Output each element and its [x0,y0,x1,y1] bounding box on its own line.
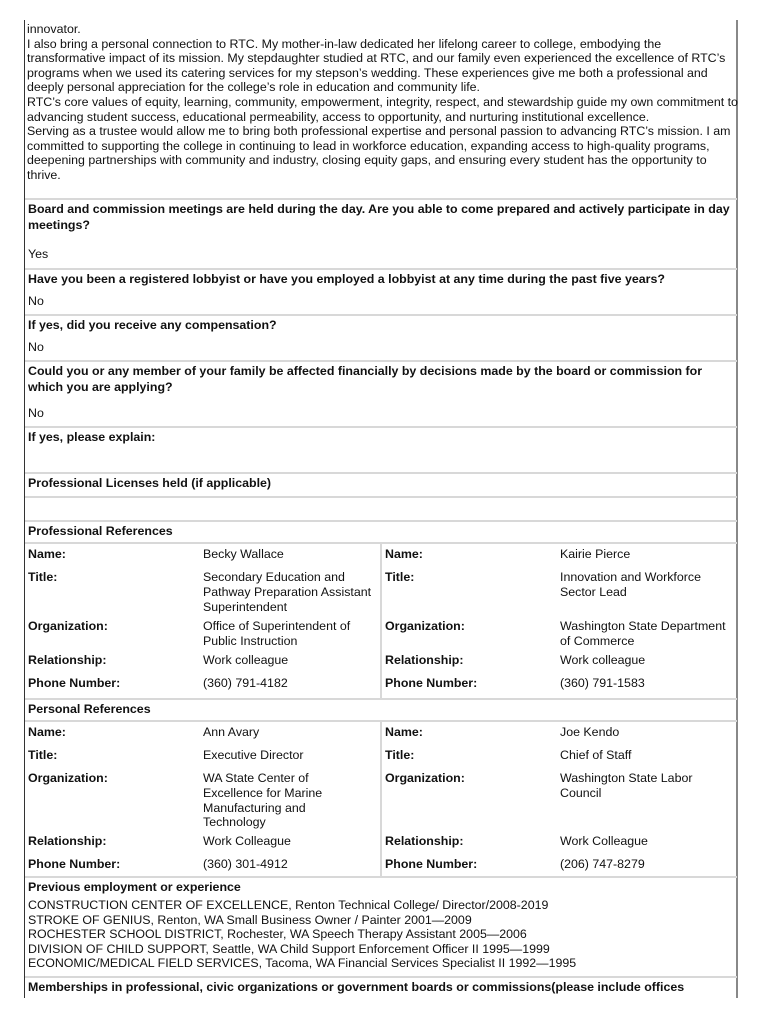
question-text: Professional Licenses held (if applicable) [28,476,272,490]
personal-references-table [25,720,737,878]
question-explain [25,426,737,472]
reference-title: Chief of Staff [560,748,632,762]
question-text: Board and commission meetings are held during the day. Are you able to come prepared and actively participate in day meetings? [28,202,730,232]
reference-relationship: Work Colleague [560,834,648,848]
reference-card [25,544,381,698]
organization-label: Organization: [28,619,108,633]
title-label: Title: [28,748,58,762]
reference-relationship: Work colleague [560,653,646,667]
phone-label: Phone Number: [28,676,121,690]
question-financial-interest [25,360,737,426]
reference-name: Joe Kendo [560,725,620,739]
employment-item: CONSTRUCTION CENTER OF EXCELLENCE, Renton Technical College/ Director/2008-2019 [28,898,549,912]
question-compensation [25,314,737,360]
question-text: If yes, please explain: [28,430,156,444]
organization-label: Organization: [385,619,465,633]
reference-phone: (360) 791-4182 [203,676,288,690]
name-label: Name: [385,725,423,739]
personal-references-header [25,698,737,720]
professional-references-header [25,520,737,544]
name-label: Name: [28,547,66,561]
reference-phone: (360) 791-1583 [560,676,645,690]
title-label: Title: [28,570,58,584]
reference-card [380,722,738,878]
reference-name: Becky Wallace [203,547,284,561]
employment-item: ECONOMIC/MEDICAL FIELD SERVICES, Tacoma, WA Financial Services Specialist II 1992—1995 [28,956,577,971]
reference-phone: (206) 747-8279 [560,857,645,871]
relationship-label: Relationship: [385,834,464,848]
relationship-label: Relationship: [28,653,107,667]
employment-section [25,876,737,976]
essay-answer [27,22,739,183]
reference-title: Executive Director [203,748,304,762]
section-heading: Professional References [28,524,173,538]
answer-text: Yes [28,247,49,261]
answer-text: No [28,294,44,308]
reference-relationship: Work Colleague [203,834,291,848]
answer-text: No [28,340,44,354]
title-label: Title: [385,570,415,584]
section-heading: Previous employment or experience [28,880,241,894]
title-label: Title: [385,748,415,762]
employment-item: DIVISION OF CHILD SUPPORT, Seattle, WA Child Support Enforcement Officer II 1995—1999 [28,941,550,956]
employment-list [25,898,737,971]
question-day-meetings [25,198,737,268]
answer-text: No [28,406,44,420]
employment-item: ROCHESTER SCHOOL DISTRICT, Rochester, WA Speech Therapy Assistant 2005—2006 [28,927,527,942]
question-lobbyist [25,268,737,314]
relationship-label: Relationship: [385,653,464,667]
relationship-label: Relationship: [28,834,107,848]
section-heading: Memberships in professional, civic organizations or government boards or commissions(please include offices [28,980,685,994]
essay-paragraph: I also bring a personal connection to RTC. My mother-in-law dedicated her lifelong career to college, embodying the transformative impact of its mission. My stepdaughter studied at RTC, and our family even experienced the excellence of RTC’s programs when we used its catering services for my stepson’s wedding. These experiences give me both a professional and deeply personal appreciation for the college’s role in education and community life. [27,36,726,95]
reference-organization: Washington State Department of Commerce [560,619,726,648]
licenses-answer [25,496,737,520]
reference-card [25,722,381,878]
reference-name: Ann Avary [203,725,260,739]
essay-paragraph: Serving as a trustee would allow me to bring both professional expertise and personal passion to advancing RTC’s mission. I am committed to supporting the college in continuing to lead in workforce education, expanding access to high-quality programs, deepening partnerships with community and industry, closing equity gaps, and ensuring every student has the opportunity to thrive. [27,124,731,182]
reference-card [380,544,738,698]
question-text: If yes, did you receive any compensation? [28,318,277,332]
reference-organization: WA State Center of Excellence for Marine Manufacturing and Technology [203,771,323,830]
question-text: Could you or any member of your family be affected financially by decisions made by the board or commission for which you are applying? [28,364,703,394]
essay-paragraph: innovator. [27,22,81,36]
phone-label: Phone Number: [385,857,478,871]
section-heading: Personal References [28,702,151,716]
reference-organization: Washington State Labor Council [560,771,693,800]
question-text: Have you been a registered lobbyist or have you employed a lobbyist at any time during the past five years? [28,272,665,286]
reference-title: Secondary Education and Pathway Preparation Assistant Superintendent [203,570,372,614]
organization-label: Organization: [28,771,108,785]
organization-label: Organization: [385,771,465,785]
essay-paragraph: RTC’s core values of equity, learning, community, empowerment, integrity, respect, and stewardship guide my own commitment to advancing student success, educational permeability, access to opportunity, and nurturing institutional excellence. [27,94,738,124]
employment-item: STROKE OF GENIUS, Renton, WA Small Business Owner / Painter 2001—2009 [28,912,472,927]
name-label: Name: [28,725,66,739]
memberships-section [25,976,737,998]
phone-label: Phone Number: [385,676,478,690]
reference-name: Kairie Pierce [560,547,631,561]
question-licenses [25,472,737,496]
reference-relationship: Work colleague [203,653,289,667]
professional-references-table [25,542,737,698]
name-label: Name: [385,547,423,561]
reference-title: Innovation and Workforce Sector Lead [560,570,701,599]
reference-organization: Office of Superintendent of Public Instruction [203,619,351,648]
reference-phone: (360) 301-4912 [203,857,288,871]
phone-label: Phone Number: [28,857,121,871]
